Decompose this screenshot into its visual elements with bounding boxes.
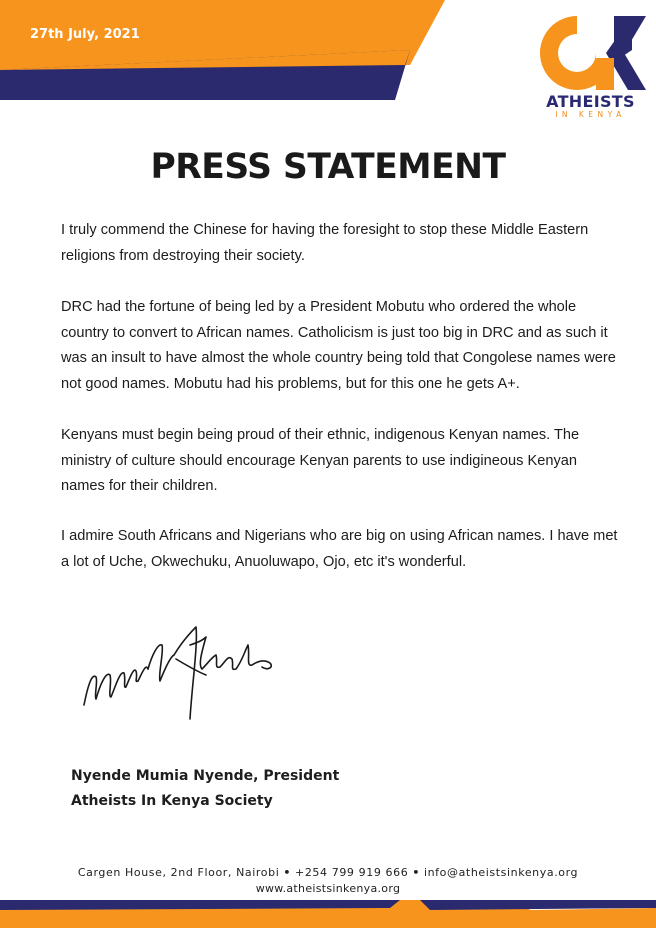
footer-website-link[interactable]: www.atheistsinkenya.org — [255, 882, 401, 895]
body-paragraph: DRC had the fortune of being led by a President Mobutu who ordered the whole country to convert to African names. Catholicism is just too big in DRC and as such it was an insult to have almost the whole country being told that Congolese names were not good names. Mobutu had his problems, but for this one he gets A+. — [61, 299, 616, 392]
footer-bullet: • — [412, 866, 420, 879]
handwritten-signature — [78, 615, 298, 730]
footer-contact — [0, 866, 656, 879]
body-paragraph: Kenyans must begin being proud of their ethnic, indigenous Kenyan names. The ministry of culture should encourage Kenyan parents to use indigineous Kenyan names for their children. — [61, 427, 580, 494]
footer-phone[interactable]: +254 799 919 666 — [295, 866, 409, 879]
logo-subtitle: IN KENYA — [555, 110, 626, 119]
logo-wordmark: ATHEISTS — [546, 92, 635, 111]
signer-organization: Atheists In Kenya Society — [71, 793, 273, 809]
body-paragraph: I admire South Africans and Nigerians who are big on using African names. I have met a lot of Uche, Okwechuku, Anuoluwapo, Ojo, etc it's wonderful. — [61, 528, 618, 570]
header-band — [0, 0, 445, 100]
footer-email-link[interactable]: info@atheistsinkenya.org — [423, 866, 579, 879]
footer-address: Cargen House, 2nd Floor, Nairobi — [77, 866, 280, 879]
footer-bullet: • — [283, 866, 292, 879]
signer-name: Nyende Mumia Nyende, President — [71, 768, 340, 784]
body-paragraph: I truly commend the Chinese for having the foresight to stop these Middle Eastern religions from destroying their society. — [61, 222, 589, 264]
statement-date: 27th July, 2021 — [30, 27, 140, 42]
footer-band — [0, 900, 656, 928]
atheists-in-kenya-logo — [534, 10, 646, 96]
document-title: PRESS STATEMENT — [150, 147, 506, 187]
